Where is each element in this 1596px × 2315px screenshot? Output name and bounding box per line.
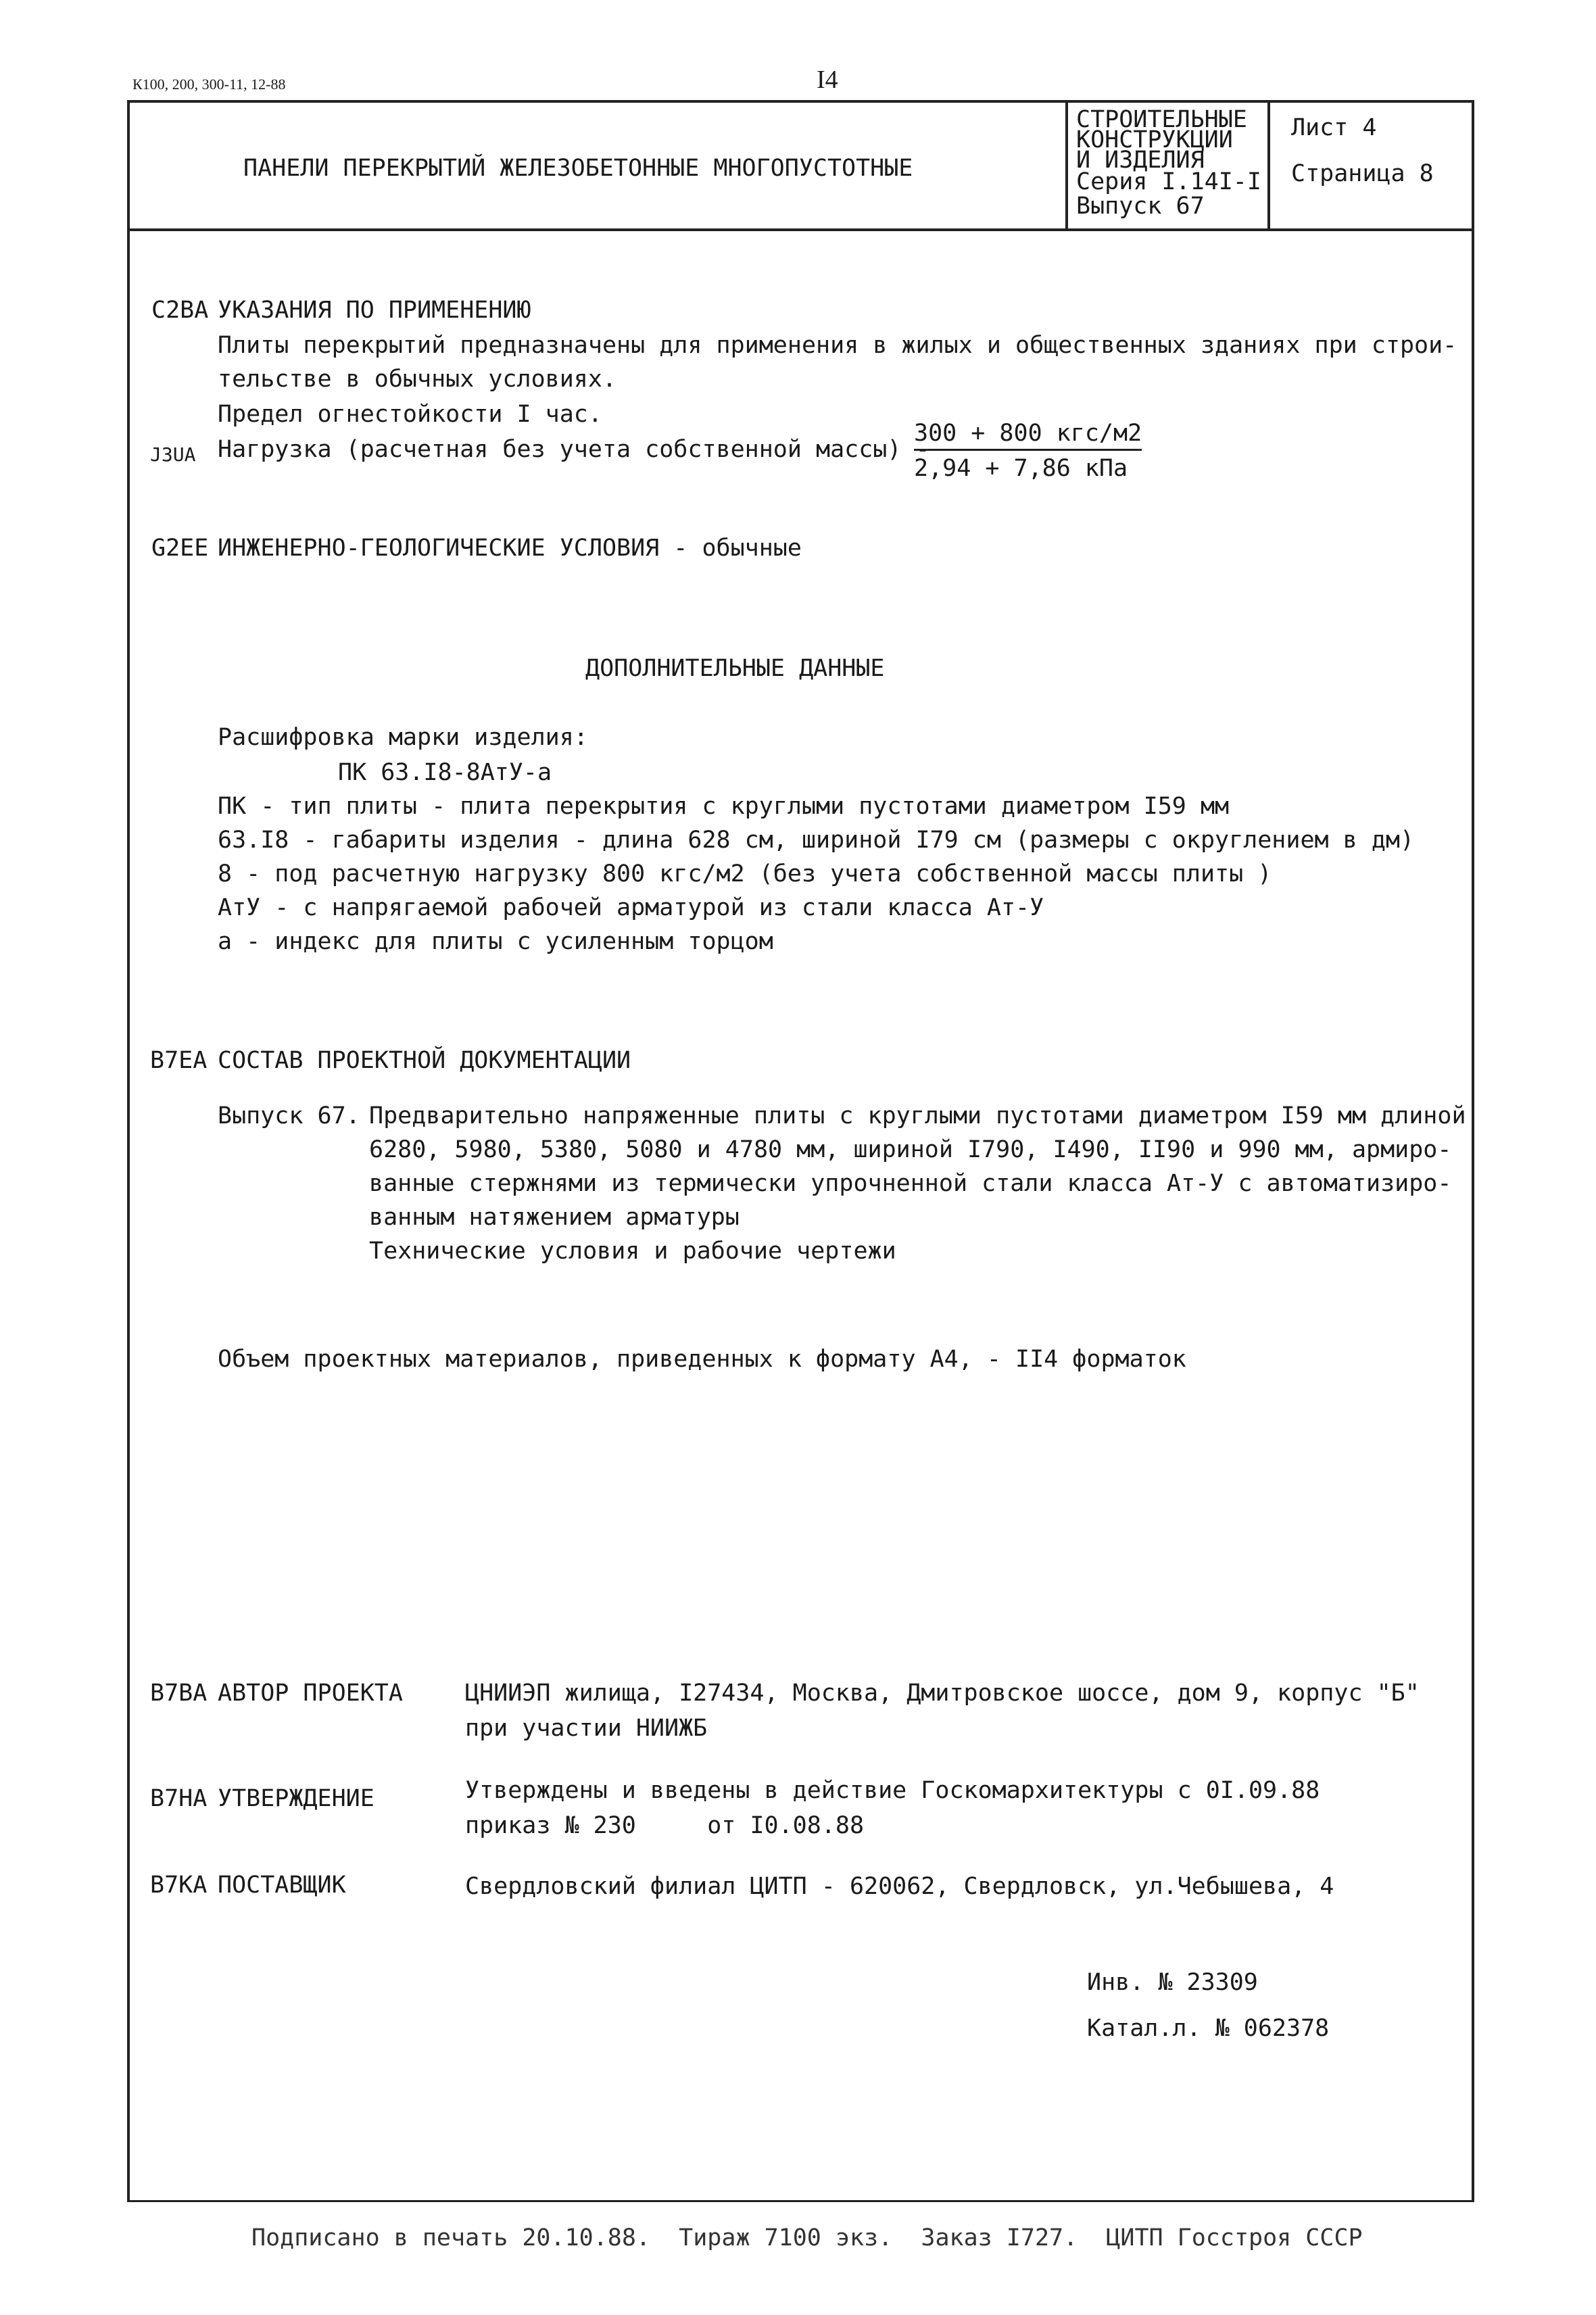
documentation-issue-label: Выпуск 67. xyxy=(218,1102,360,1129)
documentation-line: 6280, 5980, 5380, 5080 и 4780 мм, шириной I790, I490, II90 и 990 мм, армиро- xyxy=(369,1136,1452,1163)
document-title: ПАНЕЛИ ПЕРЕКРЫТИЙ ЖЕЛЕЗОБЕТОННЫЕ МНОГОПУСТОТНЫЕ xyxy=(243,155,913,182)
documentation-code: В7ЕА xyxy=(150,1047,208,1074)
geology-code: G2ЕЕ xyxy=(151,535,209,562)
decoding-label: Расшифровка марки изделия: xyxy=(218,724,588,751)
decoding-item: ПК - тип плиты - плита перекрытия с круглыми пустотами диаметром I59 мм xyxy=(218,793,1230,820)
header-bottom-border xyxy=(128,228,1474,231)
frame-left-border xyxy=(127,100,130,2202)
header-top-border xyxy=(128,100,1474,103)
load-value-kgf: 300 + 800 кгс/м2 xyxy=(914,419,1142,451)
supplier-label: ПОСТАВЩИК xyxy=(218,1872,346,1899)
additional-heading: ДОПОЛНИТЕЛЬНЫЕ ДАННЫЕ xyxy=(585,655,885,682)
page-number: I4 xyxy=(817,66,838,94)
supplier-code: В7КА xyxy=(150,1872,208,1899)
author-label: АВТОР ПРОЕКТА xyxy=(218,1680,403,1707)
documentation-line: ванные стержнями из термически упрочненной стали класса Ат-У с автоматизиро- xyxy=(369,1170,1452,1197)
application-text-line-2: тельстве в обычных условиях. xyxy=(218,366,617,393)
application-code: С2ВА xyxy=(151,297,209,324)
category-line-2: КОНСТРУКЦИИ xyxy=(1076,126,1233,153)
load-label: Нагрузка (расчетная без учета собственной массы) - xyxy=(218,436,930,463)
frame-right-border xyxy=(1472,100,1474,2202)
author-line-2: при участии НИИЖБ xyxy=(465,1715,708,1742)
application-heading: УКАЗАНИЯ ПО ПРИМЕНЕНИЮ xyxy=(218,297,531,324)
approval-label: УТВЕРЖДЕНИЕ xyxy=(218,1785,374,1812)
load-value-kpa: 2,94 + 7,86 кПа xyxy=(914,455,1128,482)
geology-text: ИНЖЕНЕРНО-ГЕОЛОГИЧЕСКИЕ УСЛОВИЯ - обычные xyxy=(218,535,802,562)
approval-line-1: Утверждены и введены в действие Госкомархитектуры с 0I.09.88 xyxy=(465,1777,1320,1804)
approval-line-2: приказ № 230 от I0.08.88 xyxy=(465,1812,865,1839)
documentation-volume: Объем проектных материалов, приведенных к формату А4, - II4 форматок xyxy=(218,1346,1186,1373)
print-footer: Подписано в печать 20.10.88. Тираж 7100 экз. Заказ I727. ЦИТП Госстроя СССР xyxy=(251,2224,1363,2251)
product-mark: ПК 63.I8-8АтУ-а xyxy=(338,759,552,786)
category-line-1: СТРОИТЕЛЬНЫЕ xyxy=(1076,106,1247,133)
issue-label: Выпуск 67 xyxy=(1076,193,1205,220)
decoding-item: а - индекс для плиты с усиленным торцом xyxy=(218,928,773,955)
documentation-line: Технические условия и рабочие чертежи xyxy=(369,1238,896,1265)
documentation-line: ванным натяжением арматуры xyxy=(369,1204,740,1231)
series-label: Серия I.14I-I xyxy=(1076,168,1261,195)
application-text-line-1: Плиты перекрытий предназначены для применения в жилых и общественных зданиях при строи- xyxy=(218,332,1457,359)
author-line-1: ЦНИИЭП жилища, I27434, Москва, Дмитровское шоссе, дом 9, корпус "Б" xyxy=(465,1680,1420,1707)
sheet-label: Лист 4 xyxy=(1291,114,1377,141)
document-code: К100, 200, 300-11, 12-88 xyxy=(132,76,286,93)
documentation-line: Предварительно напряженные плиты с круглыми пустотами диаметром I59 мм длиной xyxy=(369,1102,1466,1129)
decoding-item: АтУ - с напрягаемой рабочей арматурой из стали класса Ат-У xyxy=(218,894,1044,921)
approval-code: В7НА xyxy=(150,1785,208,1812)
header-divider-1 xyxy=(1065,100,1068,231)
decoding-item: 63.I8 - габариты изделия - длина 628 см, шириной I79 см (размеры с округлением в дм) xyxy=(218,827,1415,854)
catalog-number: Катал.л. № 062378 xyxy=(1087,2015,1330,2042)
decoding-item: 8 - под расчетную нагрузку 800 кгс/м2 (без учета собственной массы плиты ) xyxy=(218,860,1272,887)
page-label: Страница 8 xyxy=(1291,160,1434,187)
frame-bottom-border xyxy=(127,2200,1474,2202)
load-code: J3UA xyxy=(150,443,196,466)
supplier-text: Свердловский филиал ЦИТП - 620062, Свердловск, ул.Чебышева, 4 xyxy=(465,1873,1334,1900)
inventory-number: Инв. № 23309 xyxy=(1087,1969,1258,1996)
header-divider-2 xyxy=(1267,100,1270,231)
documentation-heading: СОСТАВ ПРОЕКТНОЙ ДОКУМЕНТАЦИИ xyxy=(218,1047,631,1074)
author-code: В7ВА xyxy=(150,1680,208,1707)
fire-resistance: Предел огнестойкости I час. xyxy=(218,401,602,428)
category-line-3: И ИЗДЕЛИЯ xyxy=(1076,147,1205,174)
